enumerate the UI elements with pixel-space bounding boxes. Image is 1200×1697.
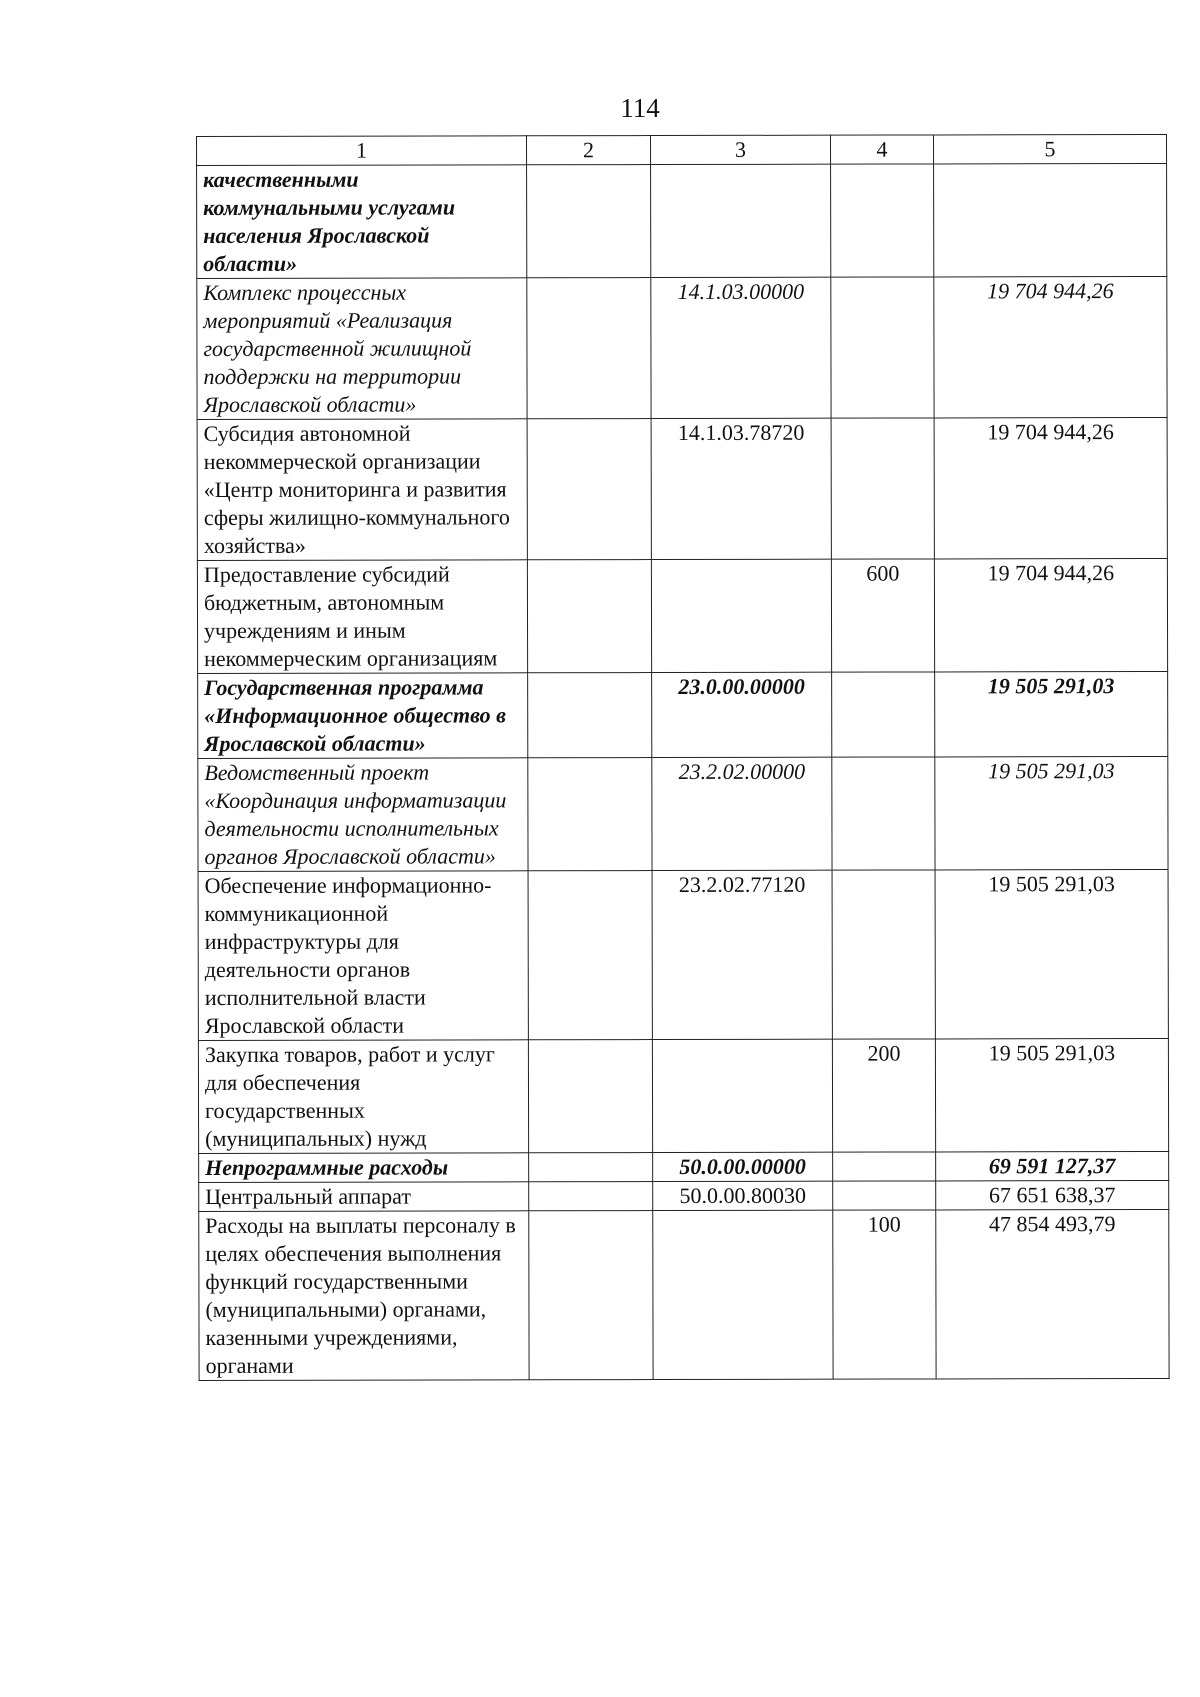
row-col2 [529,1211,653,1380]
row-amount: 67 651 638,37 [936,1180,1169,1209]
row-col2 [527,165,651,278]
table-row [199,1209,1169,1380]
row-type [832,870,935,1039]
row-type [832,757,935,870]
row-name: Ведомственный проект «Координация информатизации деятельности исполнительных органов Ярославской области» [198,758,528,872]
row-name: Субсидия автономной некоммерческой организации «Центр мониторинга и развития сферы жилищно-коммунального хозяйства» [197,419,527,561]
row-name: Предоставление субсидий бюджетным, автономным учреждениям и иным некоммерческим организациям [197,560,527,674]
row-name: Государственная программа «Информационное общество в Ярославской области» [198,673,528,759]
table-row [199,1180,1169,1211]
header-col-1: 1 [197,136,527,166]
table-row [199,1151,1169,1182]
row-name: качественными коммунальными услугами населения Ярославской области» [197,165,527,279]
row-col2 [527,278,651,419]
header-col-2: 2 [527,136,651,165]
row-type [831,277,934,418]
table-row [197,558,1167,673]
table-header [197,134,1167,165]
table-row [198,869,1168,1040]
row-name: Комплекс процессных мероприятий «Реализация государственной жилищной поддержки на территории Ярославской области» [197,278,527,420]
row-amount [934,163,1167,276]
page-number: 114 [620,93,660,123]
row-code: 50.0.00.80030 [653,1181,833,1210]
row-col2 [527,419,651,560]
row-col2 [528,871,652,1040]
header-col-4: 4 [830,135,933,164]
row-type [833,1152,936,1181]
row-code: 23.0.00.00000 [652,672,832,757]
row-code [651,164,831,277]
table-row [197,276,1167,419]
row-name: Закупка товаров, работ и услуг для обеспечения государственных (муниципальных) нужд [198,1040,528,1154]
row-type [832,672,935,757]
row-code [652,1039,832,1152]
row-col2 [528,673,652,758]
table-row [197,417,1167,560]
row-amount: 19 704 944,26 [934,276,1167,417]
row-col2 [528,758,652,871]
row-name: Расходы на выплаты персоналу в целях обеспечения выполнения функций государственными (муниципальными) органами, казенными учреждениями, органами [199,1211,529,1381]
budget-table-container [196,136,1167,1381]
row-code [651,559,831,672]
row-amount: 19 505 291,03 [935,671,1168,756]
header-col-3: 3 [651,135,831,164]
row-type [833,1181,936,1210]
row-type: 600 [831,559,934,672]
row-amount: 19 505 291,03 [935,1038,1168,1151]
row-col2 [529,1153,653,1182]
header-col-5: 5 [933,134,1166,163]
budget-table [196,134,1170,1381]
row-name: Обеспечение информационно-коммуникационной инфраструктуры для деятельности органов исполнительной власти Ярославской области [198,871,528,1041]
row-amount: 19 505 291,03 [935,756,1168,869]
table-body [197,163,1170,1380]
row-amount: 69 591 127,37 [936,1151,1169,1180]
row-code: 23.2.02.77120 [652,870,832,1039]
row-col2 [528,1040,652,1153]
header-row [197,134,1167,165]
table-row [198,671,1168,758]
row-type [831,164,934,277]
row-name: Центральный аппарат [199,1182,529,1212]
row-amount: 47 854 493,79 [936,1209,1169,1378]
row-amount: 19 704 944,26 [934,417,1167,558]
row-code: 14.1.03.78720 [651,418,831,559]
table-row [198,756,1168,871]
row-amount: 19 704 944,26 [934,558,1167,671]
row-type: 200 [832,1039,935,1152]
row-code: 50.0.00.00000 [653,1152,833,1181]
row-type [831,418,934,559]
row-col2 [529,1182,653,1211]
row-code [653,1210,833,1379]
row-code: 23.2.02.00000 [652,757,832,870]
row-code: 14.1.03.00000 [651,277,831,418]
row-col2 [527,560,651,673]
table-row [198,1038,1168,1153]
row-name: Непрограммные расходы [199,1153,529,1183]
row-amount: 19 505 291,03 [935,869,1168,1038]
table-row [197,163,1167,278]
row-type: 100 [833,1210,936,1379]
